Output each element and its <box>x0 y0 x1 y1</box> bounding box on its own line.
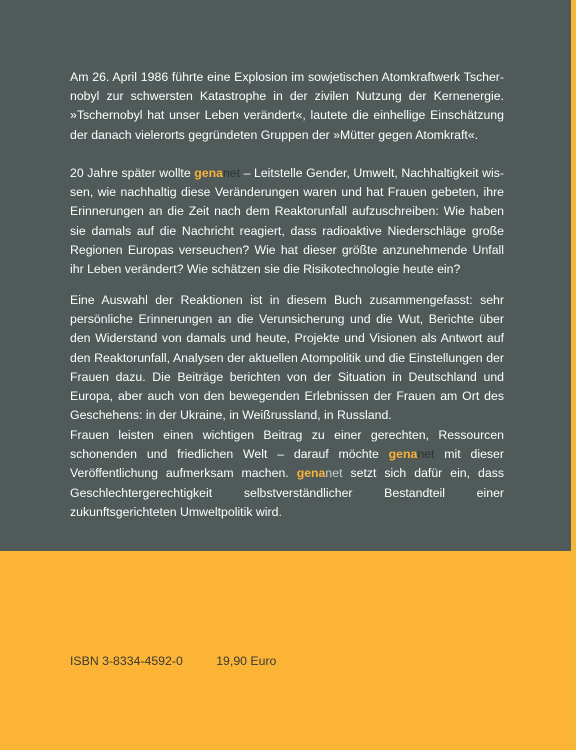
spine-edge <box>571 0 576 750</box>
brand-logo-genanet: genanet <box>296 466 343 481</box>
brand-logo-genanet: genanet <box>194 166 241 180</box>
project-paragraph-start: 20 Jahre später wollte <box>70 166 195 180</box>
mission-paragraph: Frauen leisten einen wichtigen Beitrag zu einer gerechten, Ressourcen schonenden und friedlichen Welt – darauf möchte genanet mit dieser Veröffentlichung aufmerksam machen. genanet setzt sich dafür ein, dass Geschlechtergerechtigkeit selbstverständlicher Bestandteil einer zukunftsgerichteten Umweltpolitik wird. <box>70 428 504 519</box>
project-paragraph-end: – Leitstelle Gender, Umwelt, Nachhaltigkeit wissen, wie nachhaltig diese Veränderungen waren und hat Frauen gebeten, ihre Erinnerungen an die Zeit nach dem Reaktorunfall aufzuschreiben: Wie haben sie damals auf die Nachricht reagiert, dass radioaktive Niederschläge große Regionen Europas verseuchen? Wie hat dieser größte anzunehmende Unfall ihr Leben verändert? Wie schätzen sie die Risikotechnologie heute ein? <box>70 166 504 277</box>
intro-paragraph: Am 26. April 1986 führte eine Explosion im sowjetischen Atomkraftwerk Tschernobyl zur schwersten Katastrophe in der zivilen Nutzung der Kernenergie. »Tschernobyl hat unser Leben verändert«, lautete die einhellige Einschätzung der danach vielerorts gegründeten Gruppen der »Mütter gegen Atomkraft«. <box>70 70 504 142</box>
book-details <box>70 654 276 668</box>
isbn-number: ISBN 3-8334-4592-0 <box>70 654 183 668</box>
project-paragraph <box>70 164 504 279</box>
back-cover-footer-panel <box>0 551 571 750</box>
contents-paragraph: Eine Auswahl der Reaktionen ist in diesem Buch zusammengefasst: sehr persönliche Erinnerungen an die Verunsicherung und die Wut, Berichte über den Widerstand von damals und heute, Projekte und Visionen als Antwort auf den Reaktorunfall, Analysen der aktuellen Atompolitik und die Einstellungen der Frauen dazu. Die Beiträge berichten von der Situation in Deutschland und Europa, aber auch von den bewegenden Erlebnissen der Frauen am Ort des Geschehens: in der Ukraine, in Weißrussland, in Russland. <box>70 293 504 423</box>
price: 19,90 Euro <box>216 654 277 668</box>
brand-logo-genanet: genanet <box>388 447 435 462</box>
